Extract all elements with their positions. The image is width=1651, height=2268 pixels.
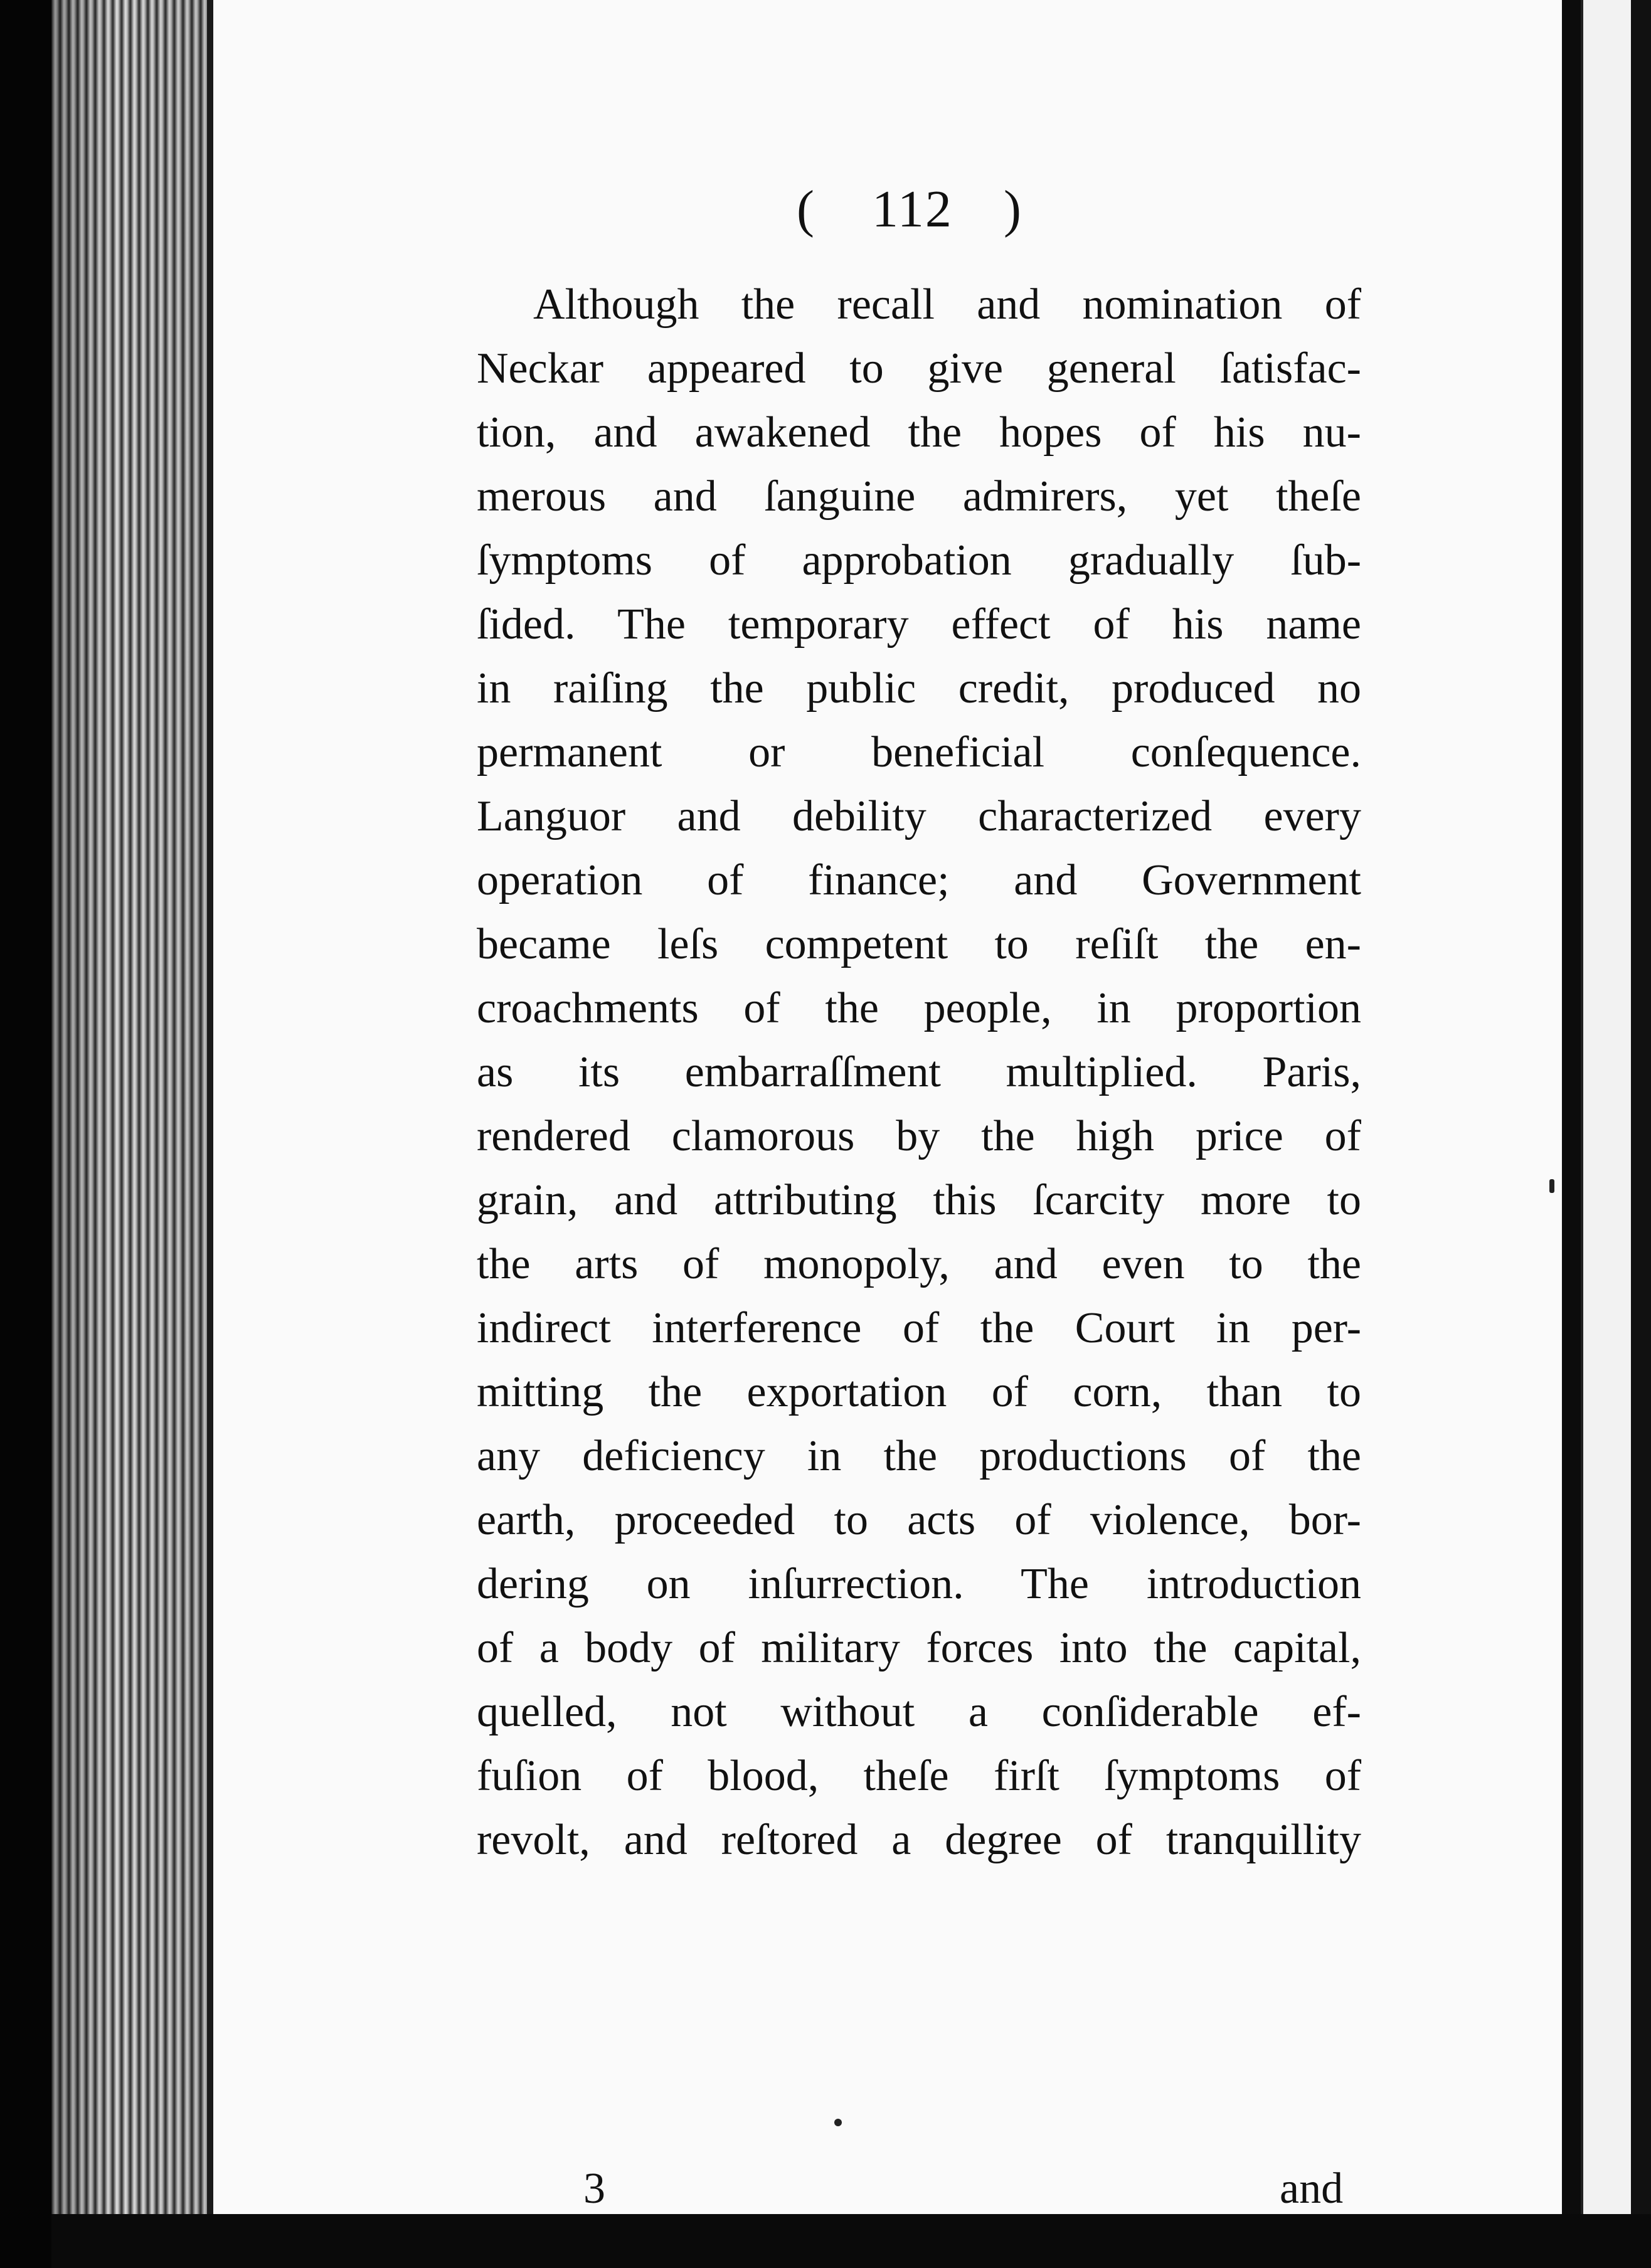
text-line: Languor and debility characterized every [477, 792, 1361, 840]
text-line: croachments of the people, in proportion [477, 984, 1361, 1032]
text-line: the arts of monopoly, and even to the [477, 1240, 1361, 1288]
scan-speck [834, 2119, 842, 2126]
text-line: indirect interference of the Court in per- [477, 1304, 1361, 1352]
text-line: merous and ſanguine admirers, yet theſe [477, 472, 1361, 521]
text-line: any deficiency in the productions of the [477, 1432, 1361, 1480]
text-line: became leſs competent to reſiſt the en- [477, 920, 1361, 968]
header-paren-right: ) [1004, 180, 1025, 238]
text-line: Although the recall and nomination of [533, 280, 1361, 329]
text-line: ſided. The temporary effect of his name [477, 600, 1361, 649]
signature-mark: 3 [583, 2165, 605, 2213]
text-line: dering on inſurrection. The introduction [477, 1560, 1361, 1608]
text-line: of a body of military forces into the capital, [477, 1624, 1361, 1672]
header-paren-left: ( [797, 180, 818, 238]
scan-speck [1549, 1179, 1554, 1193]
text-line: rendered clamorous by the high price of [477, 1112, 1361, 1160]
text-line: ſymptoms of approbation gradually ſub- [477, 536, 1361, 585]
text-line: in raiſing the public credit, produced no [477, 664, 1361, 713]
page-number: 112 [872, 180, 953, 238]
body-text [477, 273, 1361, 1872]
text-line: as its embarraſſment multiplied. Paris, [477, 1048, 1361, 1096]
book-page-edges [51, 0, 215, 2268]
text-line: quelled, not without a conſiderable ef- [477, 1688, 1361, 1736]
text-line: permanent or beneficial conſequence. [477, 728, 1361, 776]
text-line: mitting the exportation of corn, than to [477, 1368, 1361, 1416]
text-line: grain, and attributing this ſcarcity more to [477, 1176, 1361, 1224]
scan-right-border [1562, 0, 1581, 2268]
scan-bottom-band [51, 2214, 1651, 2268]
text-line: fuſion of blood, theſe firſt ſymptoms of [477, 1752, 1361, 1800]
text-line: earth, proceeded to acts of violence, bor- [477, 1496, 1361, 1544]
gutter-line [207, 0, 213, 2268]
text-line: operation of finance; and Government [477, 856, 1361, 904]
text-line: tion, and awakened the hopes of his nu- [477, 408, 1361, 457]
text-line: revolt, and reſtored a degree of tranquillity [477, 1816, 1361, 1864]
text-line: Neckar appeared to give general ſatisfac- [477, 344, 1361, 393]
scan-left-border [0, 0, 51, 2268]
catchword: and [1280, 2165, 1344, 2213]
scan-right-edge [1631, 0, 1651, 2268]
